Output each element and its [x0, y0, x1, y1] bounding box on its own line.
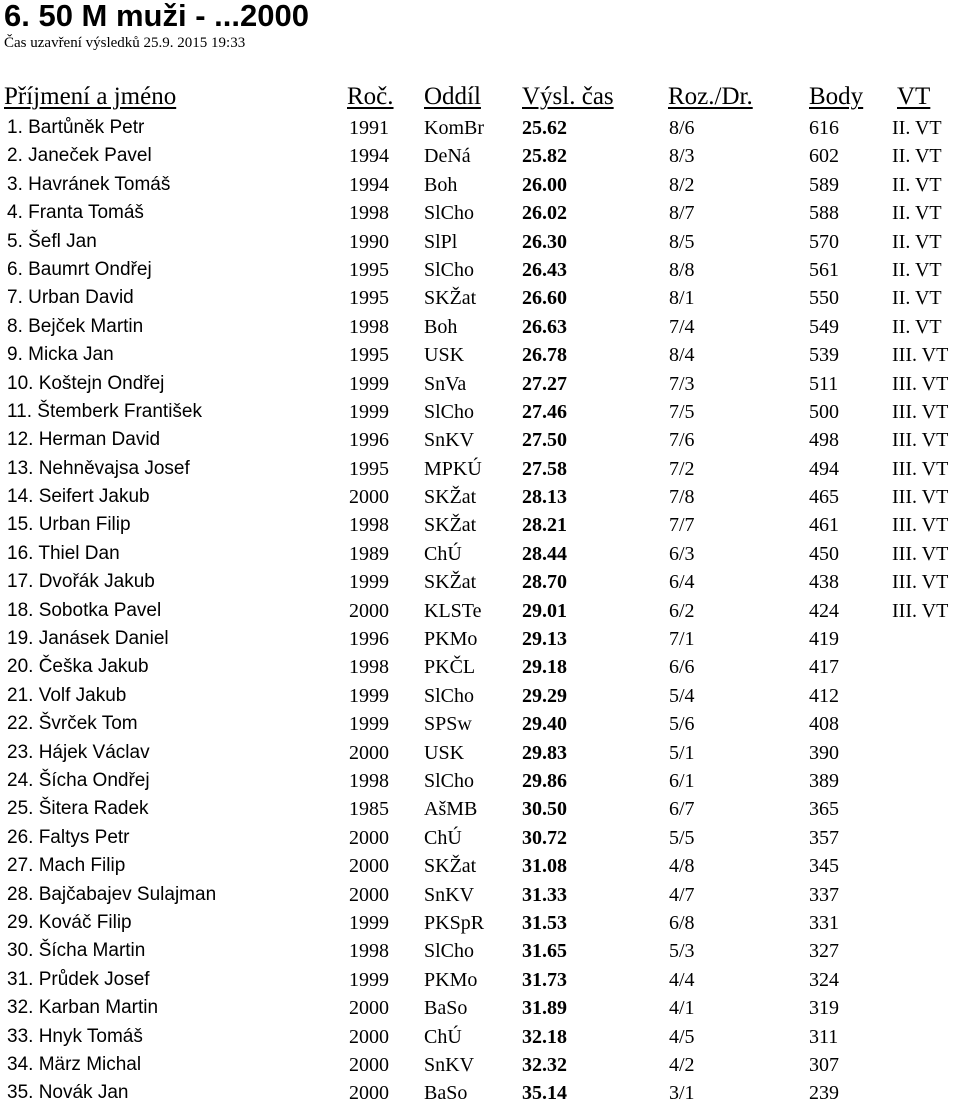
performance-class: III. VT [892, 400, 949, 423]
table-row [0, 909, 960, 937]
athlete-name: 25. Šitera Radek [7, 798, 149, 820]
performance-class: III. VT [892, 429, 949, 452]
header-points: Body [809, 83, 864, 110]
birth-year: 2000 [349, 997, 389, 1020]
birth-year: 1995 [349, 457, 389, 480]
table-row [0, 1079, 960, 1107]
table-row [0, 341, 960, 369]
result-time: 27.27 [522, 372, 567, 395]
table-row [0, 625, 960, 653]
result-time: 28.21 [522, 514, 567, 537]
athlete-name: 19. Janásek Daniel [7, 628, 169, 650]
table-row [0, 710, 960, 738]
birth-year: 2000 [349, 741, 389, 764]
performance-class: II. VT [892, 287, 942, 310]
club: SnKV [424, 429, 475, 452]
athlete-name: 30. Šícha Martin [7, 940, 146, 962]
heat-lane: 3/1 [669, 1082, 695, 1105]
performance-class: II. VT [892, 173, 942, 196]
birth-year: 1995 [349, 287, 389, 310]
birth-year: 1998 [349, 514, 389, 537]
club: SKŽat [424, 571, 477, 594]
points: 570 [809, 230, 839, 253]
birth-year: 1995 [349, 258, 389, 281]
heat-lane: 7/4 [669, 315, 695, 338]
result-time: 29.29 [522, 684, 567, 707]
athlete-name: 18. Sobotka Pavel [7, 599, 162, 621]
athlete-name: 33. Hnyk Tomáš [7, 1025, 143, 1047]
table-row [0, 455, 960, 483]
performance-class: III. VT [892, 514, 949, 537]
table-row [0, 114, 960, 142]
athlete-name: 2. Janeček Pavel [7, 145, 152, 167]
result-time: 26.43 [522, 258, 567, 281]
club: BaSo [424, 1082, 468, 1105]
result-time: 29.13 [522, 628, 567, 651]
header-name: Příjmení a jméno [4, 83, 177, 110]
result-time: 26.60 [522, 287, 567, 310]
result-time: 29.83 [522, 741, 567, 764]
heat-lane: 4/4 [669, 968, 695, 991]
athlete-name: 13. Nehněvajsa Josef [7, 457, 190, 479]
heat-lane: 5/4 [669, 684, 695, 707]
heat-lane: 4/5 [669, 1025, 695, 1048]
result-time: 31.65 [522, 940, 567, 963]
result-time: 26.30 [522, 230, 567, 253]
result-time: 28.13 [522, 486, 567, 509]
heat-lane: 6/2 [669, 599, 695, 622]
heat-lane: 8/6 [669, 117, 695, 139]
club: MPKÚ [424, 457, 482, 480]
table-row [0, 852, 960, 880]
performance-class: II. VT [892, 230, 942, 253]
athlete-name: 28. Bajčabajev Sulajman [7, 883, 217, 905]
result-time: 31.53 [522, 911, 567, 934]
result-time: 27.58 [522, 457, 567, 480]
athlete-name: 12. Herman David [7, 429, 161, 451]
club: PKČL [424, 656, 476, 679]
performance-class: III. VT [892, 542, 949, 565]
birth-year: 1998 [349, 202, 389, 225]
points: 550 [809, 287, 839, 310]
table-row [0, 653, 960, 681]
points: 365 [809, 798, 839, 821]
result-time: 31.73 [522, 968, 567, 991]
points: 419 [809, 628, 839, 651]
birth-year: 2000 [349, 855, 389, 878]
birth-year: 1989 [349, 542, 389, 565]
result-time: 30.50 [522, 798, 567, 821]
result-time: 26.02 [522, 202, 567, 225]
birth-year: 1999 [349, 372, 389, 395]
result-time: 26.00 [522, 173, 567, 196]
athlete-name: 32. Karban Martin [7, 997, 159, 1019]
points: 602 [809, 145, 839, 168]
points: 465 [809, 486, 839, 509]
performance-class: III. VT [892, 344, 949, 367]
heat-lane: 8/7 [669, 202, 695, 225]
table-row [0, 881, 960, 909]
club: SnVa [424, 372, 467, 395]
athlete-name: 23. Hájek Václav [7, 741, 150, 763]
birth-year: 1999 [349, 911, 389, 934]
table-row [0, 568, 960, 596]
club: SlCho [424, 202, 475, 225]
athlete-name: 31. Průdek Josef [7, 968, 150, 990]
heat-lane: 6/8 [669, 911, 695, 934]
athlete-name: 20. Češka Jakub [7, 656, 149, 678]
points: 500 [809, 400, 839, 423]
table-row [0, 313, 960, 341]
athlete-name: 10. Koštejn Ondřej [7, 372, 165, 394]
club: BaSo [424, 997, 468, 1020]
table-row [0, 739, 960, 767]
points: 345 [809, 855, 839, 878]
performance-class: II. VT [892, 145, 942, 168]
athlete-name: 35. Novák Jan [7, 1082, 129, 1104]
athlete-name: 1. Bartůněk Petr [7, 117, 145, 138]
table-row [0, 824, 960, 852]
result-time: 32.18 [522, 1025, 567, 1048]
athlete-name: 14. Seifert Jakub [7, 486, 150, 508]
heat-lane: 7/8 [669, 486, 695, 509]
performance-class: II. VT [892, 258, 942, 281]
points: 461 [809, 514, 839, 537]
club: SlPl [424, 230, 458, 253]
club: SPSw [424, 713, 472, 736]
result-time: 26.63 [522, 315, 567, 338]
athlete-name: 27. Mach Filip [7, 855, 126, 877]
athlete-name: 21. Volf Jakub [7, 684, 127, 706]
result-time: 31.33 [522, 883, 567, 906]
athlete-name: 3. Havránek Tomáš [7, 173, 171, 195]
table-row [0, 1051, 960, 1079]
result-time: 29.86 [522, 769, 567, 792]
birth-year: 2000 [349, 826, 389, 849]
club: KLSTe [424, 599, 482, 622]
birth-year: 1999 [349, 968, 389, 991]
heat-lane: 5/3 [669, 940, 695, 963]
club: SlCho [424, 258, 475, 281]
result-time: 25.82 [522, 145, 567, 168]
birth-year: 2000 [349, 1025, 389, 1048]
table-row [0, 994, 960, 1022]
result-time: 26.78 [522, 344, 567, 367]
club: SKŽat [424, 514, 477, 537]
athlete-name: 4. Franta Tomáš [7, 202, 144, 224]
club: PKSpR [424, 911, 485, 934]
birth-year: 2000 [349, 486, 389, 509]
birth-year: 1998 [349, 769, 389, 792]
points: 408 [809, 713, 839, 736]
athlete-name: 11. Štemberk František [7, 400, 203, 422]
heat-lane: 7/3 [669, 372, 695, 395]
birth-year: 1995 [349, 344, 389, 367]
athlete-name: 24. Šícha Ondřej [7, 769, 150, 791]
points: 589 [809, 173, 839, 196]
table-row [0, 199, 960, 227]
birth-year: 1990 [349, 230, 389, 253]
table-row [0, 228, 960, 256]
club: DeNá [424, 145, 471, 168]
performance-class: III. VT [892, 486, 949, 509]
heat-lane: 8/8 [669, 258, 695, 281]
heat-lane: 7/6 [669, 429, 695, 452]
heat-lane: 7/7 [669, 514, 695, 537]
header-run: Roz./Dr. [668, 83, 753, 110]
heat-lane: 6/1 [669, 769, 695, 792]
athlete-name: 34. März Michal [7, 1053, 142, 1075]
athlete-name: 29. Kováč Filip [7, 911, 132, 933]
heat-lane: 8/3 [669, 145, 695, 168]
points: 390 [809, 741, 839, 764]
athlete-name: 7. Urban David [7, 287, 134, 309]
table-row [0, 1023, 960, 1051]
heat-lane: 8/5 [669, 230, 695, 253]
birth-year: 1991 [349, 117, 389, 139]
table-row [0, 398, 960, 426]
club: USK [424, 344, 465, 367]
birth-year: 2000 [349, 1082, 389, 1105]
birth-year: 1998 [349, 656, 389, 679]
results-closed-timestamp: Čas uzavření výsledků 25.9. 2015 19:33 [4, 35, 246, 51]
heat-lane: 4/7 [669, 883, 695, 906]
heat-lane: 6/3 [669, 542, 695, 565]
club: AšMB [424, 798, 478, 821]
birth-year: 1999 [349, 684, 389, 707]
heat-lane: 6/4 [669, 571, 695, 594]
birth-year: 1994 [349, 173, 389, 196]
heat-lane: 5/1 [669, 741, 695, 764]
club: SKŽat [424, 486, 477, 509]
table-row [0, 142, 960, 170]
birth-year: 2000 [349, 599, 389, 622]
heat-lane: 4/2 [669, 1053, 695, 1076]
table-row [0, 795, 960, 823]
result-time: 29.40 [522, 713, 567, 736]
results-table [0, 114, 960, 1108]
heat-lane: 7/2 [669, 457, 695, 480]
points: 311 [809, 1025, 839, 1048]
table-row [0, 511, 960, 539]
heat-lane: 8/1 [669, 287, 695, 310]
club: Boh [424, 173, 458, 196]
club: ChÚ [424, 1025, 462, 1048]
points: 331 [809, 911, 839, 934]
club: USK [424, 741, 465, 764]
performance-class: III. VT [892, 599, 949, 622]
points: 389 [809, 769, 839, 792]
points: 498 [809, 429, 839, 452]
birth-year: 2000 [349, 1053, 389, 1076]
performance-class: II. VT [892, 202, 942, 225]
result-time: 28.44 [522, 542, 567, 565]
header-vt: VT [897, 83, 931, 110]
heat-lane: 5/6 [669, 713, 695, 736]
result-time: 35.14 [522, 1082, 567, 1105]
club: SKŽat [424, 287, 477, 310]
performance-class: III. VT [892, 457, 949, 480]
heat-lane: 6/6 [669, 656, 695, 679]
result-time: 30.72 [522, 826, 567, 849]
header-year: Roč. [347, 83, 394, 110]
header-club: Oddíl [424, 83, 481, 110]
points: 588 [809, 202, 839, 225]
result-time: 29.18 [522, 656, 567, 679]
table-row [0, 483, 960, 511]
points: 450 [809, 542, 839, 565]
performance-class: III. VT [892, 571, 949, 594]
birth-year: 1999 [349, 713, 389, 736]
points: 319 [809, 997, 839, 1020]
club: SKŽat [424, 855, 477, 878]
points: 616 [809, 117, 839, 139]
table-row [0, 256, 960, 284]
table-row [0, 171, 960, 199]
points: 412 [809, 684, 839, 707]
heat-lane: 8/2 [669, 173, 695, 196]
result-time: 27.46 [522, 400, 567, 423]
performance-class: II. VT [892, 315, 942, 338]
table-row [0, 682, 960, 710]
club: KomBr [424, 117, 484, 139]
table-row [0, 966, 960, 994]
club: PKMo [424, 628, 478, 651]
heat-lane: 7/1 [669, 628, 695, 651]
table-row [0, 597, 960, 625]
birth-year: 2000 [349, 883, 389, 906]
club: SlCho [424, 769, 475, 792]
points: 357 [809, 826, 839, 849]
birth-year: 1998 [349, 315, 389, 338]
points: 511 [809, 372, 839, 395]
heat-lane: 7/5 [669, 400, 695, 423]
heat-lane: 5/5 [669, 826, 695, 849]
points: 327 [809, 940, 839, 963]
result-time: 29.01 [522, 599, 567, 622]
club: ChÚ [424, 542, 462, 565]
result-time: 27.50 [522, 429, 567, 452]
club: SlCho [424, 400, 475, 423]
points: 324 [809, 968, 839, 991]
athlete-name: 22. Švrček Tom [7, 713, 138, 735]
birth-year: 1998 [349, 940, 389, 963]
points: 239 [809, 1082, 839, 1105]
heat-lane: 8/4 [669, 344, 695, 367]
table-row [0, 284, 960, 312]
club: SlCho [424, 684, 475, 707]
club: SnKV [424, 1053, 475, 1076]
heat-lane: 4/1 [669, 997, 695, 1020]
heat-lane: 4/8 [669, 855, 695, 878]
table-row [0, 767, 960, 795]
points: 337 [809, 883, 839, 906]
performance-class: II. VT [892, 117, 942, 139]
heat-lane: 6/7 [669, 798, 695, 821]
birth-year: 1985 [349, 798, 389, 821]
table-row [0, 540, 960, 568]
athlete-name: 16. Thiel Dan [7, 542, 120, 564]
result-time: 32.32 [522, 1053, 567, 1076]
table-row [0, 937, 960, 965]
table-row [0, 370, 960, 398]
athlete-name: 9. Micka Jan [7, 344, 114, 366]
club: ChÚ [424, 826, 462, 849]
points: 549 [809, 315, 839, 338]
result-time: 28.70 [522, 571, 567, 594]
athlete-name: 26. Faltys Petr [7, 826, 130, 848]
athlete-name: 5. Šefl Jan [7, 230, 97, 252]
result-time: 31.89 [522, 997, 567, 1020]
birth-year: 1999 [349, 400, 389, 423]
birth-year: 1996 [349, 429, 389, 452]
points: 539 [809, 344, 839, 367]
birth-year: 1999 [349, 571, 389, 594]
table-row [0, 426, 960, 454]
club: Boh [424, 315, 458, 338]
performance-class: III. VT [892, 372, 949, 395]
birth-year: 1996 [349, 628, 389, 651]
points: 494 [809, 457, 839, 480]
club: SnKV [424, 883, 475, 906]
athlete-name: 17. Dvořák Jakub [7, 571, 155, 593]
points: 438 [809, 571, 839, 594]
result-time: 25.62 [522, 117, 567, 139]
club: SlCho [424, 940, 475, 963]
points: 424 [809, 599, 839, 622]
points: 417 [809, 656, 839, 679]
points: 561 [809, 258, 839, 281]
page-title: 6. 50 M muži - ...2000 [4, 0, 309, 33]
points: 307 [809, 1053, 839, 1076]
athlete-name: 8. Bejček Martin [7, 315, 144, 337]
birth-year: 1994 [349, 145, 389, 168]
result-time: 31.08 [522, 855, 567, 878]
athlete-name: 15. Urban Filip [7, 514, 131, 536]
club: PKMo [424, 968, 478, 991]
athlete-name: 6. Baumrt Ondřej [7, 258, 152, 280]
header-time: Výsl. čas [522, 83, 614, 110]
